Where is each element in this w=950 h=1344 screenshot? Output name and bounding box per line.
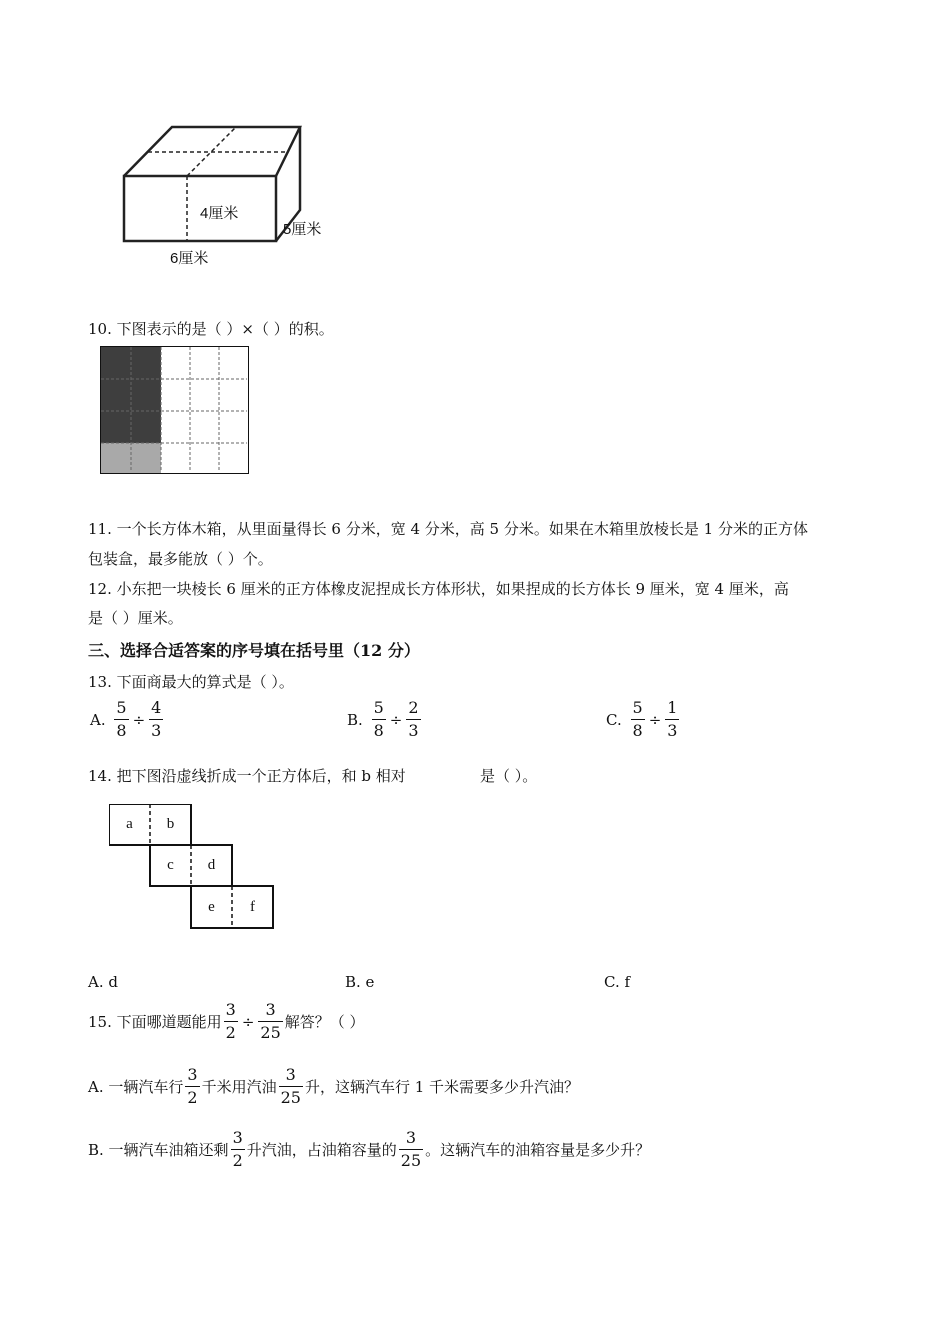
option-label: B. — [347, 710, 363, 729]
net-face-b: b — [166, 816, 175, 832]
question-13: 13. 下面商最大的算式是（ ）。 — [88, 673, 294, 691]
q14-option-b: B. e — [345, 973, 375, 991]
q13-option-a — [88, 700, 165, 739]
q15-option-a — [88, 1067, 579, 1106]
grid-lines — [101, 347, 247, 472]
question-10: 10. 下图表示的是（ ）×（ ）的积。 — [88, 320, 334, 338]
option-text: B. 一辆汽车油箱还剩 — [88, 1141, 229, 1159]
option-label: C. — [606, 710, 622, 729]
divide-sign: ÷ — [389, 710, 403, 729]
width-label: 5厘米 — [283, 221, 322, 238]
q13-option-b — [345, 700, 423, 739]
length-label: 6厘米 — [170, 250, 209, 267]
q15-option-b — [88, 1130, 650, 1169]
option-text: A. 一辆汽车行 — [88, 1078, 184, 1096]
q14-option-c: C. f — [604, 973, 631, 991]
q14-option-a: A. d — [88, 973, 118, 991]
fraction: $\frac{3}{25}$ — [280, 1065, 301, 1107]
question-14-text: 14. 把下图沿虚线折成一个正方体后，和 b 相对 — [88, 767, 406, 785]
question-14-text-end: 是（ ）。 — [480, 767, 538, 785]
q15-suffix: 解答？（ ） — [284, 1013, 365, 1031]
fraction: $\frac{5}{8}$ — [632, 698, 643, 740]
question-12-line2: 是（ ）厘米。 — [88, 609, 183, 627]
fraction: $\frac{2}{3}$ — [408, 698, 419, 740]
fraction: $\frac{1}{3}$ — [667, 698, 678, 740]
option-text: 升汽油，占油箱容量的 — [246, 1141, 397, 1159]
fraction: $\frac{3}{25}$ — [400, 1128, 422, 1170]
option-text: 千米用汽油 — [201, 1078, 277, 1096]
divide-sign: ÷ — [132, 710, 146, 729]
cube-net — [109, 804, 279, 934]
question-11-line1: 11. 一个长方体木箱，从里面量得长 6 分米，宽 4 分米，高 5 分米。如果在木箱里放棱长是 1 分米的正方体 — [88, 520, 808, 538]
net-face-a: a — [126, 816, 133, 832]
option-label: A. — [90, 710, 106, 729]
fraction: $\frac{3}{25}$ — [260, 1000, 281, 1042]
fraction: $\frac{4}{3}$ — [151, 698, 162, 740]
fraction: $\frac{3}{2}$ — [232, 1128, 243, 1170]
net-face-f: f — [250, 899, 255, 915]
fraction: $\frac{5}{8}$ — [373, 698, 384, 740]
net-face-c: c — [167, 857, 174, 873]
net-face-d: d — [207, 857, 216, 873]
option-text: 升，这辆汽车行 1 千米需要多少升汽油？ — [304, 1078, 580, 1096]
divide-sign: ÷ — [648, 710, 662, 729]
question-15 — [88, 1002, 365, 1041]
net-face-e: e — [208, 899, 215, 915]
q13-option-c — [604, 700, 681, 739]
question-12-line1: 12. 小东把一块棱长 6 厘米的正方体橡皮泥捏成长方体形状，如果捏成的长方体长 9 厘米，宽 4 厘米，高 — [88, 580, 789, 598]
q15-prefix: 15. 下面哪道题能用 — [88, 1013, 222, 1031]
divide-sign: ÷ — [241, 1012, 255, 1031]
question-11-line2: 包装盒，最多能放（ ）个。 — [88, 550, 273, 568]
fraction: $\frac{5}{8}$ — [116, 698, 127, 740]
option-text: 。这辆汽车的油箱容量是多少升？ — [425, 1141, 651, 1159]
height-label: 4厘米 — [200, 205, 239, 222]
fraction-grid — [100, 346, 249, 474]
fraction: $\frac{3}{2}$ — [225, 1000, 236, 1042]
fraction: $\frac{3}{2}$ — [187, 1065, 198, 1107]
cuboid-figure — [110, 118, 350, 278]
section-3-title: 三、选择合适答案的序号填在括号里（12 分） — [88, 641, 420, 660]
